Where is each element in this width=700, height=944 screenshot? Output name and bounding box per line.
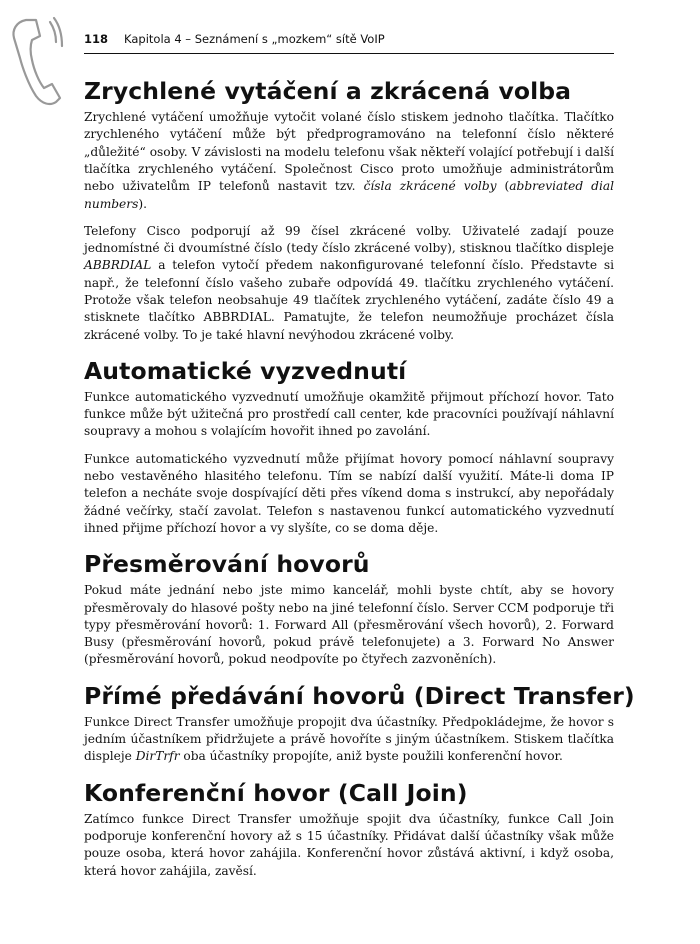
section-heading: Automatické vyzvednutí: [84, 356, 407, 385]
paragraph: Funkce Direct Transfer umožňuje propojit dva účastníky. Předpokládejme, že hovor s jedním účastníkem přidržujete a právě hovoříte s jiným účastníkem. Stiskem tlačítka displeje DirTrfr oba účastníky propojíte, aniž byste použili konferenční hovor.: [84, 714, 614, 764]
paragraph: Telefony Cisco podporují až 99 čísel zkrácené volby. Uživatelé zadají pouze jednomístné či dvoumístné číslo (tedy číslo zkrácené volby), stisknou tlačítko displeje ABBRDIAL a telefon vytočí předem nakonfigurované telefonní číslo. Představte si např., že telefonní číslo vašeho zubaře odpovídá 49. tlačítku zrychleného vytáčení. Protože však telefon neobsahuje 49 tlačítek zrychleného vytáčení, zadáte číslo 49 a stisknete tlačítko ABBRDIAL. Pamatujte, že telefon neumožňuje procházet čísla zkrácené volby. To je také hlavní nevýhodou zkrácené volby.: [84, 223, 614, 342]
paragraph: Pokud máte jednání nebo jste mimo kancelář, mohli byste chtít, aby se hovory přesměrovaly do hlasové pošty nebo na jiné telefonní číslo. Server CCM podporuje tři typy přesměrování hovorů: 1. Forward All (přesměrování všech hovorů), 2. Forward Busy (přesměrování hovorů, pokud právě telefonujete) a 3. Forward No Answer (přesměrování hovorů, pokud neodpovíte po čtyřech zazvoněních).: [84, 583, 614, 667]
section-speed-dial: [84, 78, 614, 344]
section-auto-answer: [84, 358, 614, 537]
section-call-join: [84, 780, 614, 880]
section-call-forward: [84, 551, 614, 669]
telephone-handset-icon: [6, 14, 64, 110]
section-heading: Zrychlené vytáčení a zkrácená volba: [84, 77, 572, 105]
page-body: [84, 77, 635, 892]
chapter-title: Kapitola 4 – Seznámení s „mozkem“ sítě VoIP: [124, 32, 385, 46]
section-heading: Přesměrování hovorů: [84, 550, 370, 579]
running-header: [84, 32, 614, 54]
section-heading: Přímé předávání hovorů (Direct Transfer): [84, 681, 635, 710]
paragraph: Zatímco funkce Direct Transfer umožňuje spojit dva účastníky, funkce Call Join podporuje konferenční hovory až s 15 účastníky. Přidávat další účastníky však může pouze osoba, která hovor zahájila. Konferenční hovor zůstává aktivní, i když osoba, která hovor zahájila, zavěsí.: [84, 811, 614, 878]
section-direct-transfer: [84, 681, 635, 766]
paragraph: Zrychlené vytáčení umožňuje vytočit volané číslo stiskem jednoho tlačítka. Tlačítko zrychleného vytáčení může být předprogramováno na telefonní číslo některé „důležité“ osoby. V závislosti na modelu telefonu však někteří volající potřebují i další tlačítka zrychleného vytáčení. Společnost Cisco proto umožňuje administrátorům nebo uživatelům IP telefonů nastavit tzv. čísla zkrácené volby (abbreviated dial numbers).: [84, 110, 615, 211]
page-number: 118: [84, 32, 109, 46]
section-heading: Konferenční hovor (Call Join): [84, 778, 468, 807]
paragraph: Funkce automatického vyzvednutí umožňuje okamžitě přijmout příchozí hovor. Tato funkce může být užitečná pro prostředí call center, kde pracovníci používají náhlavní soupravy a mohou s volajícím hovořit ihned po zavolání.: [84, 389, 614, 439]
paragraph: Funkce automatického vyzvednutí může přijímat hovory pomocí náhlavní soupravy nebo vestavěného hlasitého telefonu. Tím se nabízí další využití. Máte-li doma IP telefon a necháte svoje dospívající děti přes víkend doma s instrukcí, aby nepořádaly žádné večírky, stačí zavolat. Telefon s nastavenou funkcí automatického vyzvednutí ihned přijme příchozí hovor a vy slyšíte, co se doma děje.: [84, 451, 614, 535]
